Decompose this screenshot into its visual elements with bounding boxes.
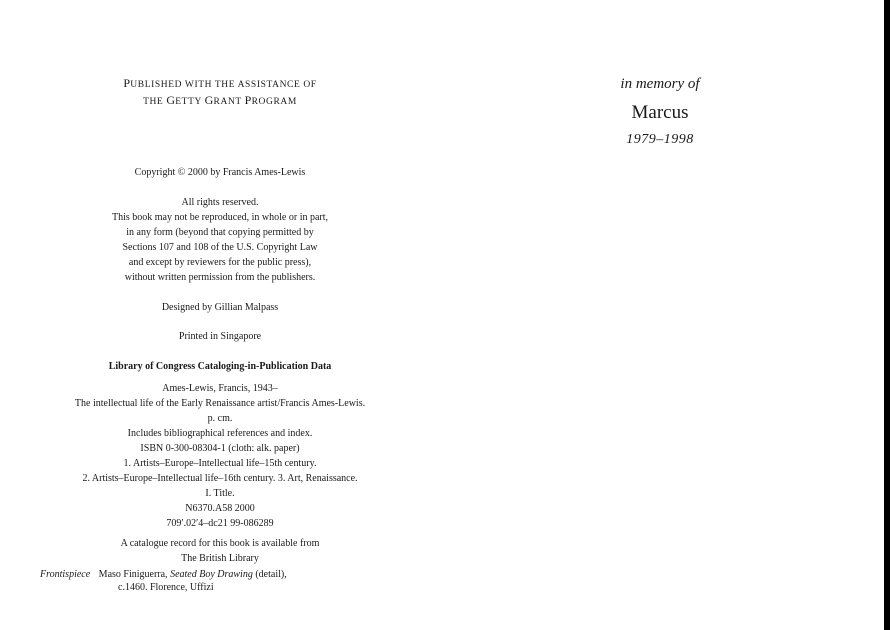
frontispiece-caption <box>40 568 380 594</box>
dedication-name: Marcus <box>631 102 689 123</box>
cip-line: N6370.A58 2000 <box>185 503 255 514</box>
grant-credit-line-2: THE GETTY GRANT PROGRAM <box>143 93 297 107</box>
frontispiece-title: Seated Boy Drawing <box>170 569 253 580</box>
copyright-page <box>40 0 400 630</box>
rights-line: All rights reserved. <box>181 197 259 208</box>
cip-line: p. cm. <box>207 413 233 424</box>
rights-line: in any form (beyond that copying permitted by <box>126 227 314 238</box>
british-library-note: A catalogue record for this book is available from The British Library <box>120 538 320 564</box>
frontispiece-line-1 <box>40 569 287 580</box>
copyright-notice: Copyright © 2000 by Francis Ames-Lewis <box>134 167 306 178</box>
cip-line: 1. Artists–Europe–Intellectual life–15th century. <box>123 458 317 469</box>
rights-statement <box>40 195 400 285</box>
frontispiece-detail: (detail), <box>255 569 287 580</box>
grant-credit <box>40 76 400 110</box>
cip-line: I. Title. <box>205 488 235 499</box>
grant-credit-line-1: PUBLISHED WITH THE ASSISTANCE OF <box>123 76 317 90</box>
cip-line: Ames-Lewis, Francis, 1943– <box>162 383 278 394</box>
cip-heading: Library of Congress Cataloging-in-Publication Data <box>108 361 332 372</box>
page-edge <box>884 0 890 630</box>
cip-record <box>40 381 400 531</box>
rights-line: and except by reviewers for the public press), <box>128 257 312 268</box>
rights-line: without written permission from the publishers. <box>124 272 316 283</box>
cip-line: 709′.02′4–dc21 99-086289 <box>166 518 274 529</box>
dedication-years: 1979–1998 <box>626 132 694 147</box>
dedication-intro: in memory of <box>620 76 700 92</box>
cip-line: Includes bibliographical references and index. <box>127 428 313 439</box>
cip-line: 2. Artists–Europe–Intellectual life–16th century. 3. Art, Renaissance. <box>82 473 358 484</box>
dedication-page <box>560 0 760 630</box>
cip-line: ISBN 0-300-08304-1 (cloth: alk. paper) <box>140 443 300 454</box>
printing-location: Printed in Singapore <box>178 331 262 342</box>
frontispiece-artist: Maso Finiguerra, <box>98 569 168 580</box>
cip-line: The intellectual life of the Early Renaissance artist/Francis Ames-Lewis. <box>74 398 366 409</box>
rights-line: Sections 107 and 108 of the U.S. Copyright Law <box>122 242 318 253</box>
frontispiece-label: Frontispiece <box>40 569 91 580</box>
designer-credit: Designed by Gillian Malpass <box>161 302 279 313</box>
rights-line: This book may not be reproduced, in whole or in part, <box>111 212 329 223</box>
frontispiece-line-2: c.1460. Florence, Uffizi <box>118 582 214 593</box>
